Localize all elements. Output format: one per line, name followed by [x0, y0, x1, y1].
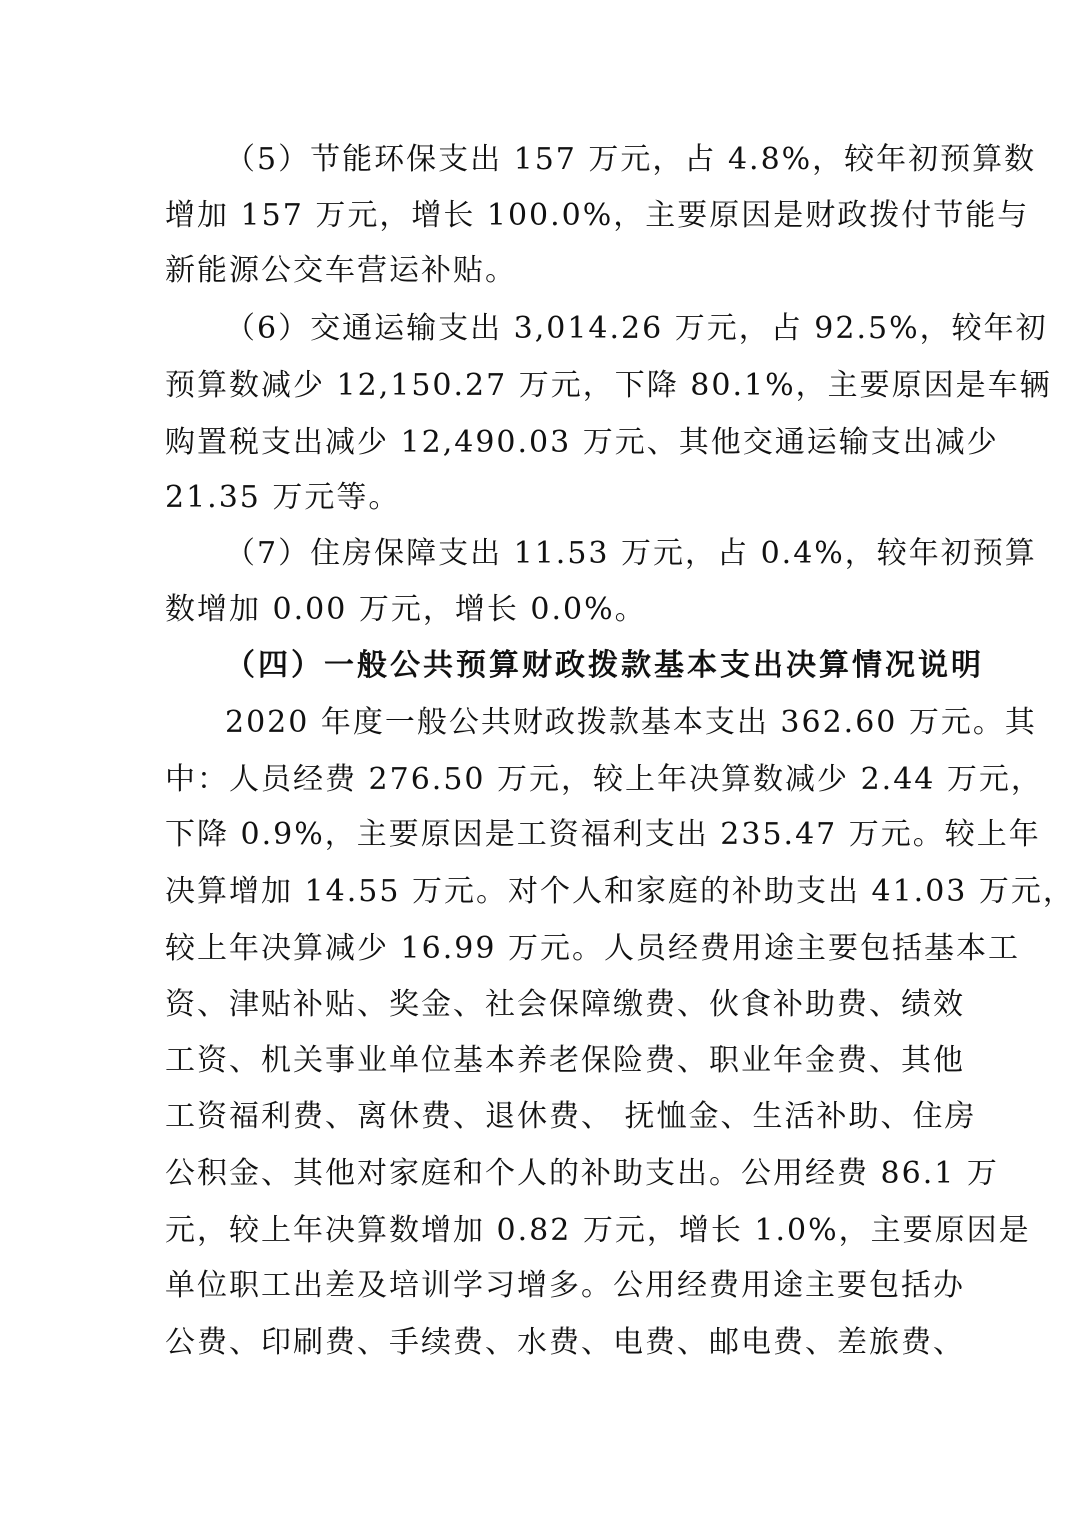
section-heading: （四）一般公共预算财政拨款基本支出决算情况说明 [225, 648, 984, 683]
paragraph-line: 单位职工出差及培训学习增多。公用经费用途主要包括办 [165, 1268, 965, 1303]
paragraph-line: 21.35 万元等。 [165, 480, 401, 515]
paragraph-line: 工资福利费、离休费、退休费、 抚恤金、生活补助、住房 [165, 1099, 977, 1134]
paragraph-line: 2020 年度一般公共财政拨款基本支出 362.60 万元。其 [225, 705, 1037, 740]
paragraph-line: 元，较上年决算数增加 0.82 万元，增长 1.0%，主要原因是 [165, 1213, 1031, 1248]
paragraph-line: 新能源公交车营运补贴。 [165, 253, 517, 288]
paragraph-line: （6）交通运输支出 3,014.26 万元，占 92.5%，较年初 [225, 311, 1048, 346]
paragraph-line: 预算数减少 12,150.27 万元，下降 80.1%，主要原因是车辆 [165, 368, 1052, 403]
paragraph-line: 工资、机关事业单位基本养老保险费、职业年金费、其他 [165, 1043, 965, 1078]
paragraph-line: 下降 0.9%，主要原因是工资福利支出 235.47 万元。较上年 [165, 817, 1041, 852]
paragraph-line: （5）节能环保支出 157 万元，占 4.8%，较年初预算数 [225, 142, 1037, 177]
paragraph-line: 购置税支出减少 12,490.03 万元、其他交通运输支出减少 [165, 425, 999, 460]
paragraph-line: 公费、印刷费、手续费、水费、电费、邮电费、差旅费、 [165, 1325, 965, 1360]
paragraph-line: 增加 157 万元，增长 100.0%，主要原因是财政拨付节能与 [165, 198, 1030, 233]
paragraph-line: 中：人员经费 276.50 万元，较上年决算数减少 2.44 万元， [165, 762, 1043, 797]
paragraph-line: 决算增加 14.55 万元。对个人和家庭的补助支出 41.03 万元， [165, 874, 1075, 909]
paragraph-line: 数增加 0.00 万元，增长 0.0%。 [165, 592, 647, 627]
paragraph-line: （7）住房保障支出 11.53 万元，占 0.4%，较年初预算 [225, 536, 1037, 571]
paragraph-line: 资、津贴补贴、奖金、社会保障缴费、伙食补助费、绩效 [165, 987, 965, 1022]
paragraph-line: 公积金、其他对家庭和个人的补助支出。公用经费 86.1 万 [165, 1156, 999, 1191]
paragraph-line: 较上年决算减少 16.99 万元。人员经费用途主要包括基本工 [165, 931, 1020, 966]
